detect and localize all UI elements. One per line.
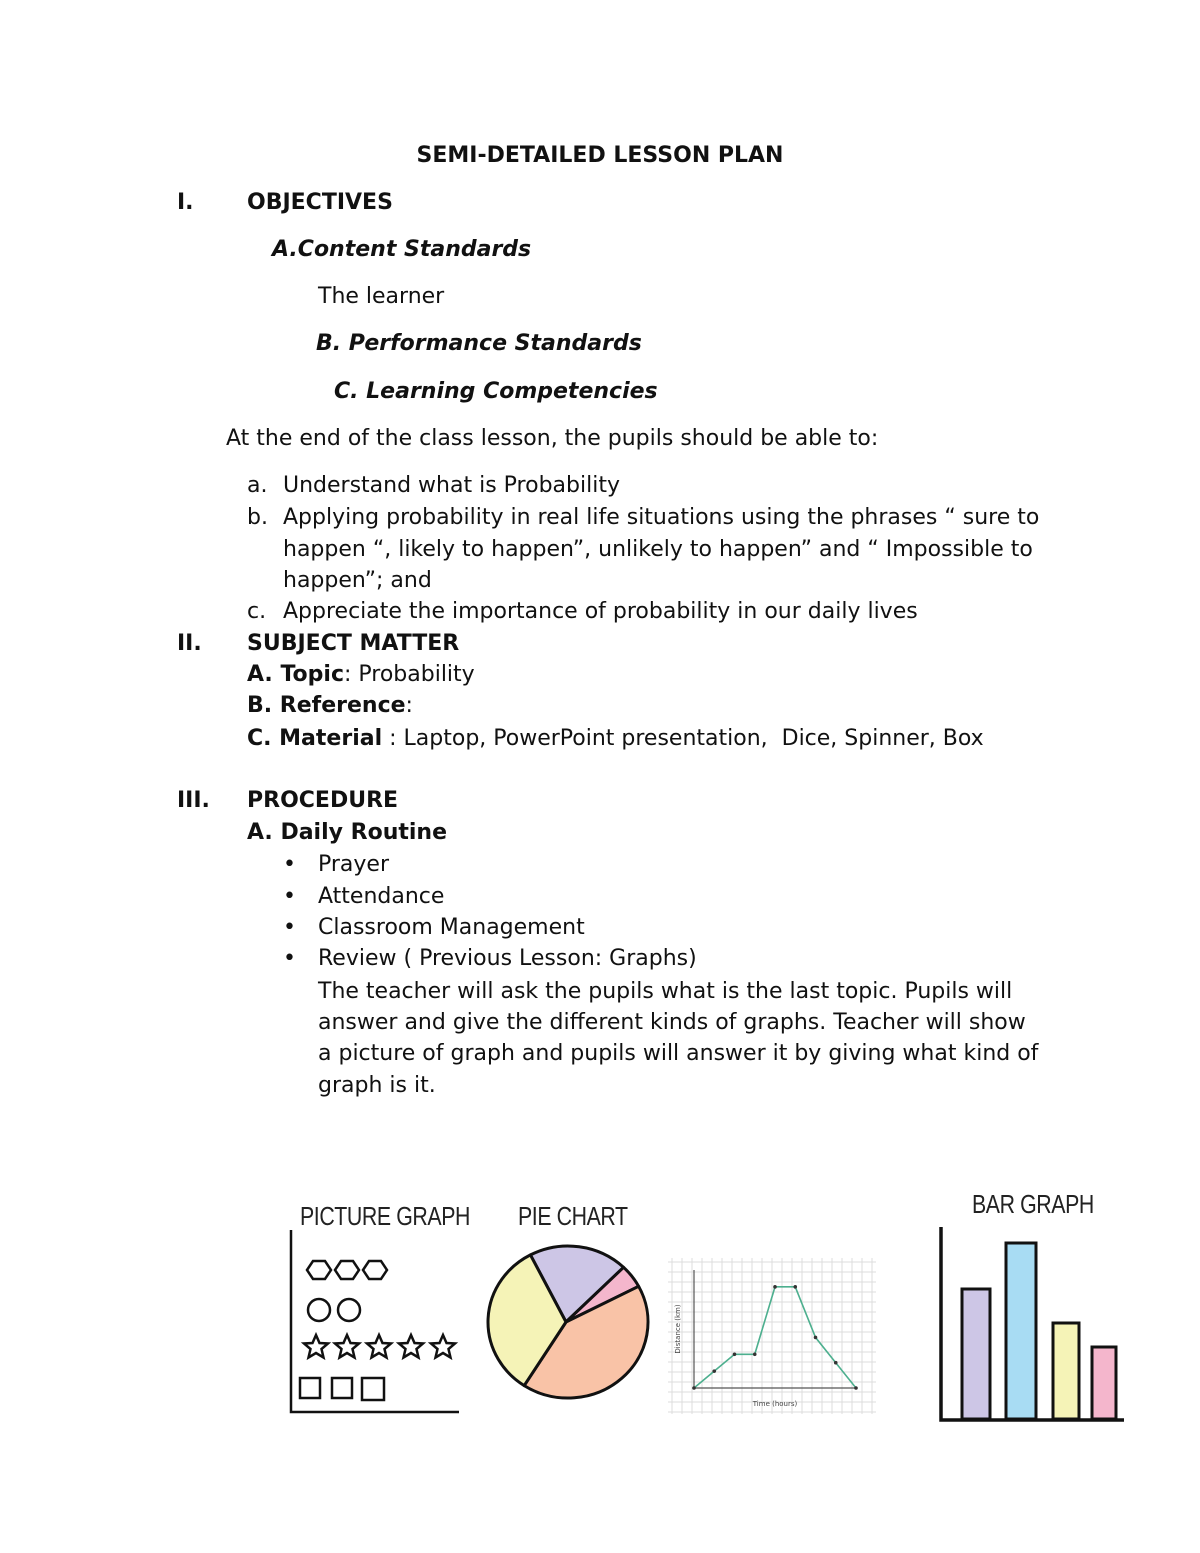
- data-point: [773, 1285, 777, 1289]
- bar: [1006, 1243, 1036, 1419]
- topic-line: [247, 661, 475, 689]
- reference-label: B. Reference: [247, 693, 406, 718]
- bar-graph: [936, 1225, 1126, 1425]
- learning-competencies-heading: C. Learning Competencies: [334, 379, 658, 404]
- content-standards-heading: A.Content Standards: [272, 237, 532, 262]
- data-point: [834, 1361, 838, 1365]
- list-item: Attendance: [318, 884, 445, 909]
- section-numeral-procedure: III.: [177, 788, 210, 813]
- material-label: C. Material: [247, 726, 383, 751]
- section-numeral-objectives: I.: [177, 190, 194, 215]
- performance-standards-heading: B. Performance Standards: [316, 331, 642, 356]
- data-point: [733, 1352, 737, 1356]
- reference-line: [247, 692, 413, 720]
- reference-value: :: [405, 693, 413, 718]
- page-title: SEMI-DETAILED LESSON PLAN: [416, 143, 784, 168]
- list-item: Prayer: [318, 852, 390, 877]
- list-item: Applying probability in real life situations using the phrases “ sure to: [283, 505, 1040, 530]
- data-point: [854, 1386, 858, 1390]
- review-text-line: a picture of graph and pupils will answer it by giving what kind of: [318, 1041, 1039, 1066]
- bar: [1053, 1323, 1079, 1419]
- star-icon: [304, 1335, 328, 1358]
- picture-graph: [285, 1228, 465, 1418]
- topic-label: A. Topic: [247, 662, 344, 687]
- review-text-line: graph is it.: [318, 1073, 436, 1098]
- line-graph: [668, 1258, 876, 1414]
- review-text-line: The teacher will ask the pupils what is the last topic. Pupils will: [318, 979, 1013, 1004]
- list-item: Review ( Previous Lesson: Graphs): [318, 946, 697, 971]
- star-icon: [335, 1335, 359, 1358]
- star-icon: [431, 1335, 455, 1358]
- material-value: : Laptop, PowerPoint presentation, Dice, Spinner, Box: [382, 726, 984, 751]
- x-axis-label: Time (hours): [752, 1400, 798, 1408]
- star-icon: [399, 1335, 423, 1358]
- star-icon: [367, 1335, 391, 1358]
- list-item: Classroom Management: [318, 915, 585, 940]
- bar-graph-title: BAR GRAPH: [972, 1189, 1094, 1219]
- list-item-continuation: happen”; and: [283, 568, 432, 593]
- data-point: [793, 1285, 797, 1289]
- grid: [668, 1258, 876, 1414]
- bar: [1092, 1347, 1116, 1419]
- hexagon-icon: [335, 1261, 359, 1279]
- pie-chart-title: PIE CHART: [518, 1201, 628, 1231]
- list-item-marker: b.: [247, 505, 268, 530]
- list-item: Understand what is Probability: [283, 473, 620, 498]
- bullet-icon: •: [283, 915, 296, 940]
- section-numeral-subject-matter: II.: [177, 631, 202, 656]
- data-point: [814, 1336, 818, 1340]
- bar: [962, 1289, 990, 1419]
- list-item-marker: a.: [247, 473, 268, 498]
- bullet-icon: •: [283, 884, 296, 909]
- section-heading-procedure: PROCEDURE: [247, 788, 399, 813]
- data-point: [712, 1369, 716, 1373]
- data-point: [692, 1386, 696, 1390]
- list-item-continuation: happen “, likely to happen”, unlikely to happen” and “ Impossible to: [283, 537, 1033, 562]
- list-item: Appreciate the importance of probability in our daily lives: [283, 599, 918, 624]
- material-line: [247, 725, 984, 753]
- review-text-line: answer and give the different kinds of graphs. Teacher will show: [318, 1010, 1026, 1035]
- topic-value: : Probability: [343, 662, 475, 687]
- picture-graph-title: PICTURE GRAPH: [300, 1201, 470, 1231]
- data-point: [753, 1352, 757, 1356]
- square-icon: [362, 1378, 384, 1400]
- circle-icon: [338, 1299, 360, 1321]
- square-icon: [332, 1378, 352, 1398]
- square-icon: [300, 1378, 320, 1398]
- daily-routine-heading: A. Daily Routine: [247, 820, 447, 845]
- bullet-icon: •: [283, 852, 296, 877]
- learner-text: The learner: [318, 284, 445, 309]
- section-heading-objectives: OBJECTIVES: [247, 190, 393, 215]
- section-heading-subject-matter: SUBJECT MATTER: [247, 631, 460, 656]
- hexagon-icon: [363, 1261, 387, 1279]
- circle-icon: [308, 1299, 330, 1321]
- pie-chart: [486, 1244, 650, 1400]
- y-axis-label: Distance (km): [674, 1304, 682, 1354]
- list-item-marker: c.: [247, 599, 267, 624]
- hexagon-icon: [307, 1261, 331, 1279]
- bullet-icon: •: [283, 946, 296, 971]
- objectives-intro: At the end of the class lesson, the pupils should be able to:: [226, 426, 879, 451]
